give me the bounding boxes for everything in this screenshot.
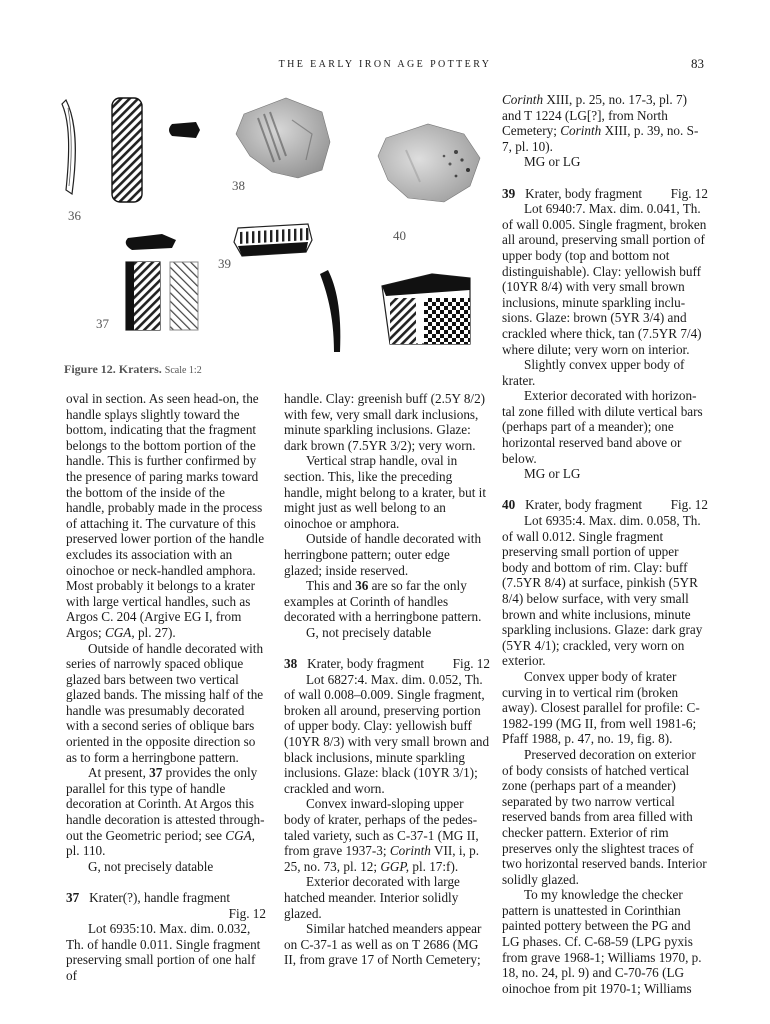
fragment-36-drawing (62, 98, 200, 202)
entry-fig-ref: Fig. 12 (452, 656, 490, 672)
paragraph: Outside of handle decorated with series of narrowly spaced oblique glazed bars between two vertical glazed bands. The missing half of the handle was presumably decorated with a second series of oblique bars oriented in the opposite direction so as to form a herringbone pattern. (66, 640, 264, 765)
page-header (0, 58, 770, 74)
paragraph: handle. Clay: greenish buff (2.5Y 8/2) with few, very small dark inclusions, minute sparkling inclusions. Glaze: dark brown (7.5YR 3/2); very worn. (284, 391, 486, 453)
paragraph: Slightly convex upper body of krater. (502, 357, 685, 388)
paragraph: Vertical strap handle, oval in section. This, like the preceding handle, might belong to a krater, but it might just as well belong to an oinochoe or amphora. (284, 453, 486, 531)
figure-label-37: 37 (96, 316, 109, 331)
paragraph: oval in section. As seen head-on, the handle splays slightly toward the bottom, indicating that the fragment belongs to the bottom portion of the handle. This is further confirmed by the presence of paring marks toward the bottom of the inside of the handle, probably made in the process of attaching it. The curvature of this preserved lower portion of the handle excludes its association with an oinochoe or neck-handled amphora. Most probably it belongs to a krater with large vertical handles, such as Argos C. 204 (Argive EG I, from Argos; CGA, pl. 27). (66, 391, 265, 640)
figure-label-38: 38 (232, 178, 245, 193)
entry-fig-ref: Fig. 12 (670, 497, 708, 513)
fragment-39-drawing (234, 224, 312, 256)
text-column-2 (284, 391, 490, 968)
entry-body: Lot 6827:4. Max. dim. 0.052, Th. of wall 0.008–0.009. Single fragment, broken all around, preserving portion of upper body. Clay: yellowish buff (10YR 8/3) with very small brown and black inclusions, minute sparkling inclusions. Glaze: black (10YR 3/1); crackled and worn. (284, 671, 490, 796)
entry-body: Lot 6940:7. Max. dim. 0.041, Th. of wall 0.005. Single fragment, broken all around, preserving small portion of upper body (top and bottom not distinguishable). Clay: yellowish buff (10YR 8/4) with very small brown inclusions, minute sparkling inclu-sions. Glaze: brown (5YR 3/4) and crackled where thick, tan (7.5YR 7/4) where dilute; very worn on interior. (502, 201, 707, 357)
paragraph: Exterior decorated with horizon-tal zone filled with dilute vertical bars (perhaps part of a meander); one horizontal reserved band above or below. (502, 388, 703, 466)
date-line: MG or LG (524, 154, 581, 170)
paragraph: At present, 37 provides the only parallel for this type of handle decoration at Corinth. At Argos this handle decoration is attested through-out the Geometric period; see CGA, pl. 110. (66, 765, 265, 859)
figure-label-39: 39 (218, 256, 231, 271)
text-column-1 (66, 391, 266, 984)
paragraph: Corinth XIII, p. 25, no. 17-3, pl. 7) and T 1224 (LG[?], from North Cemetery; Corinth XIII, p. 39, no. S-7, pl. 10). (502, 92, 699, 154)
entry-heading-40: 40 Krater, body fragment Fig. 12 (502, 497, 708, 513)
fragment-40-drawing (320, 270, 470, 352)
figure-12 (60, 90, 490, 360)
entry-heading-38: 38 Krater, body fragment Fig. 12 (284, 656, 490, 672)
figure-label-36: 36 (68, 208, 81, 223)
page-number: 83 (691, 56, 704, 71)
entry-body: Lot 6935:10. Max. dim. 0.032, Th. of handle 0.011. Single fragment preserving small portion of one half of (66, 921, 261, 983)
entry-fig-ref: Fig. 12 (670, 185, 708, 201)
entry-heading-39: 39 Krater, body fragment Fig. 12 (502, 185, 708, 201)
figure-12-drawings (60, 90, 490, 360)
paragraph: Preserved decoration on exterior of body consists of hatched vertical zone (perhaps part of a meander) separated by two narrow vertical reserved bands from area filled with checker pattern. Exterior of rim preserves only the slightest traces of two horizontal reserved bands. Interior solidly glazed. (502, 746, 707, 887)
paragraph: Similar hatched meanders appear on C-37-1 as well as on T 2686 (MG II, from grave 17 of North Cemetery; (284, 921, 482, 968)
paragraph: Convex inward-sloping upper body of krater, perhaps of the pedes-taled variety, such as C-37-1 (MG II, from grave 1937-3; Corinth VII, i, p. 25, no. 73, pl. 12; GGP, pl. 17:f). (284, 796, 479, 874)
figure-caption (64, 362, 202, 377)
entry-heading-37: 37 Krater(?), handle fragment (66, 890, 231, 905)
running-title: THE EARLY IRON AGE POTTERY (278, 59, 492, 70)
fragment-38-photo (236, 98, 330, 178)
entry-body: Lot 6935:4. Max. dim. 0.058, Th. of wall 0.012. Single fragment preserving small portion of upper body and bottom of rim. Clay: buff (7.5YR 8/4) at surface, pinkish (5YR 8/4) below surface, with very small brown and white inclusions, minute sparkling inclusions. Glaze: dark gray (5YR 4/1); crackled, very worn on exterior. (502, 513, 703, 669)
paragraph: Convex upper body of krater curving in to vertical rim (broken away). Closest parallel for profile: C-1982-199 (MG II, from well 1981-6; Pfaff 1988, p. 47, no. 19, fig. 8). (502, 668, 700, 747)
date-line: G, not precisely datable (306, 624, 432, 640)
entry-fig-ref: Fig. 12 (228, 905, 266, 921)
paragraph: Exterior decorated with large hatched meander. Interior solidly glazed. (284, 874, 460, 921)
fragment-40-photo (378, 124, 480, 202)
figure-label-40: 40 (393, 228, 406, 243)
text-column-3 (502, 92, 708, 996)
caption-scale: Scale 1:2 (164, 365, 202, 376)
paragraph: To my knowledge the checker pattern is unattested in Corinthian painted pottery between the PG and LG phases. Cf. C-68-59 (LPG pyxis from grave 1968-1; Williams 1970, p. 18, no. 24, pl. 9) and C-70-76 (LG oinochoe from pit 1970-1; Williams (502, 887, 702, 996)
paragraph: Outside of handle decorated with herringbone pattern; outer edge glazed; inside reserved. (284, 531, 482, 578)
date-line: G, not precisely datable (88, 858, 214, 874)
date-line: MG or LG (524, 466, 581, 482)
caption-title: Figure 12. Kraters. (64, 362, 162, 376)
fragment-37-drawing (126, 234, 198, 330)
paragraph: This and 36 are so far the only examples at Corinth of handles decorated with a herringbone pattern. (284, 578, 482, 625)
